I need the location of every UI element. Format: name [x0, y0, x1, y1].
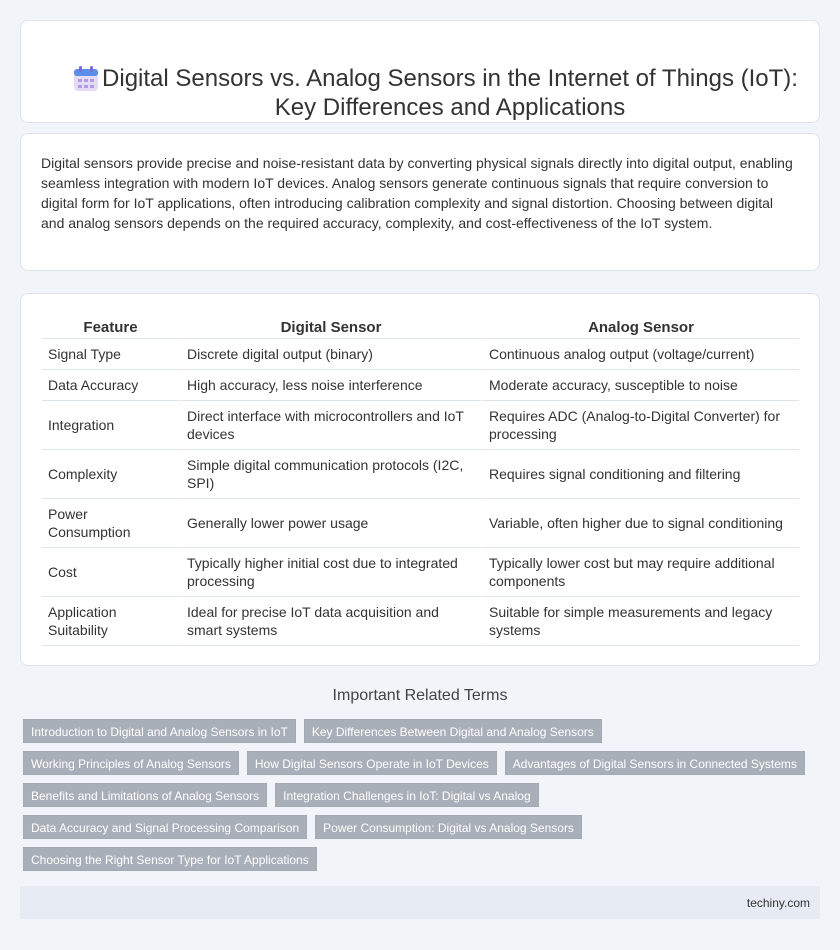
tag-row [23, 751, 813, 775]
table-cell: Power Consumption [42, 499, 179, 548]
tag-row [23, 815, 813, 839]
table-cell: Complexity [42, 450, 179, 499]
table-cell: Typically higher initial cost due to integrated processing [179, 548, 481, 597]
comparison-table-card [20, 293, 820, 666]
related-term-tag[interactable]: Power Consumption: Digital vs Analog Sensors [315, 815, 582, 839]
calendar-icon [73, 66, 99, 97]
footer [20, 886, 820, 919]
tag-row [23, 847, 813, 871]
related-term-tag[interactable]: Benefits and Limitations of Analog Sensors [23, 783, 267, 807]
table-cell: Direct interface with microcontrollers and IoT devices [179, 401, 481, 450]
table-cell: Suitable for simple measurements and legacy systems [481, 597, 799, 646]
related-term-tag[interactable]: Choosing the Right Sensor Type for IoT Applications [23, 847, 317, 871]
related-term-tag[interactable]: Data Accuracy and Signal Processing Comparison [23, 815, 307, 839]
table-cell: Integration [42, 401, 179, 450]
footer-site-link[interactable]: techiny.com [746, 896, 810, 910]
related-terms-list [23, 719, 813, 879]
related-term-tag[interactable]: Working Principles of Analog Sensors [23, 751, 239, 775]
header-digital-sensor: Digital Sensor [179, 315, 481, 339]
table-row [42, 450, 799, 499]
table-row [42, 401, 799, 450]
table-cell: Generally lower power usage [179, 499, 481, 548]
table-cell: Simple digital communication protocols (I2C, SPI) [179, 450, 481, 499]
table-cell: Data Accuracy [42, 370, 179, 401]
title-card [20, 20, 820, 123]
table-cell: Signal Type [42, 339, 179, 370]
related-term-tag[interactable]: Advantages of Digital Sensors in Connected Systems [505, 751, 805, 775]
table-cell: Variable, often higher due to signal conditioning [481, 499, 799, 548]
related-terms-heading: Important Related Terms [332, 687, 508, 704]
table-cell: Ideal for precise IoT data acquisition and smart systems [179, 597, 481, 646]
table-cell: Continuous analog output (voltage/current) [481, 339, 799, 370]
comparison-table [42, 315, 799, 646]
tag-row [23, 719, 813, 743]
table-cell: Typically lower cost but may require additional components [481, 548, 799, 597]
table-row [42, 597, 799, 646]
table-cell: Cost [42, 548, 179, 597]
table-row [42, 548, 799, 597]
related-term-tag[interactable]: Key Differences Between Digital and Analog Sensors [304, 719, 602, 743]
header-feature: Feature [42, 315, 179, 339]
table-header-row [42, 315, 799, 339]
page-title: Digital Sensors vs. Analog Sensors in the Internet of Things (IoT): Key Differences and Applications [102, 65, 798, 121]
related-term-tag[interactable]: Introduction to Digital and Analog Sensors in IoT [23, 719, 296, 743]
table-cell: Discrete digital output (binary) [179, 339, 481, 370]
header-analog-sensor: Analog Sensor [481, 315, 799, 339]
table-cell: Requires signal conditioning and filtering [481, 450, 799, 499]
intro-paragraph: Digital sensors provide precise and noise-resistant data by converting physical signals directly into digital output, enabling seamless integration with modern IoT devices. Analog sensors generate continuous signals that require conversion to digital form for IoT applications, often introducing calibration complexity and signal distortion. Choosing between digital and analog sensors depends on the required accuracy, complexity, and cost-effectiveness of the IoT system. [41, 155, 793, 231]
table-row [42, 499, 799, 548]
table-cell: Requires ADC (Analog-to-Digital Converter) for processing [481, 401, 799, 450]
table-row [42, 339, 799, 370]
tag-row [23, 783, 813, 807]
table-cell: Application Suitability [42, 597, 179, 646]
table-row [42, 370, 799, 401]
table-cell: Moderate accuracy, susceptible to noise [481, 370, 799, 401]
related-term-tag[interactable]: Integration Challenges in IoT: Digital vs Analog [275, 783, 538, 807]
intro-card [20, 133, 820, 271]
related-term-tag[interactable]: How Digital Sensors Operate in IoT Devices [247, 751, 497, 775]
table-cell: High accuracy, less noise interference [179, 370, 481, 401]
